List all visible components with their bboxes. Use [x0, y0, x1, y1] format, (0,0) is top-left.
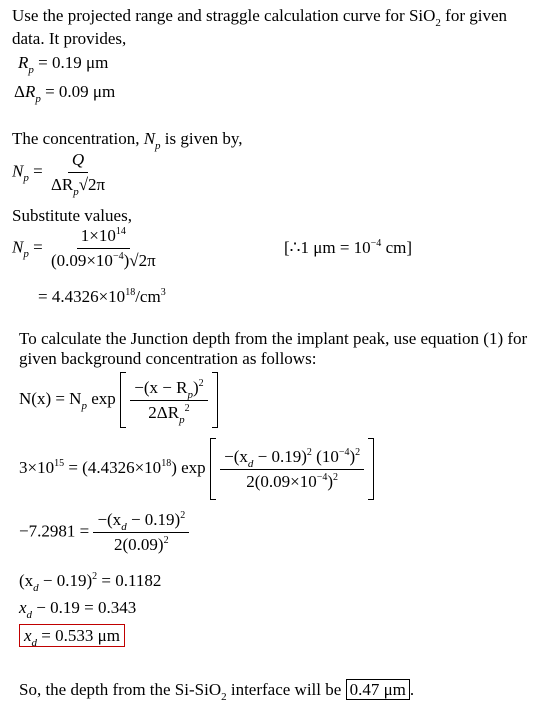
rp-symbol: R — [18, 53, 29, 72]
drp-value: = 0.09 μm — [45, 82, 116, 101]
formula-sub-numerator: $1\times 10^{14}$ — [77, 226, 130, 249]
formula-np: $N_p$ = $\frac{Q}{\Delta R_p√2\pi}$ — [12, 150, 109, 195]
drp-subscript: p — [35, 93, 41, 105]
equation-nx: $N(x) = N_p$ exp $\frac{-(x - R_p)^2}{2\Delta R_p^2}$ — [19, 372, 218, 428]
junction-line-1: To calculate the Junction depth from the implant peak, use equation (1) for — [19, 329, 528, 348]
conc-symbol: N — [143, 129, 156, 148]
junction-line-2: given background concentration as follows: — [19, 349, 317, 368]
formula-np-fraction — [47, 150, 109, 198]
equation-nx-fraction: $\frac{-(x - R_p)^2}{2\Delta R_p^2}$ — [130, 378, 207, 423]
intro-line-1 — [12, 6, 508, 29]
intro-text: Use the projected range and straggle calculation curve for SiO — [12, 6, 436, 25]
drp-symbol: ΔR — [14, 82, 36, 101]
equation-log-fraction: $\frac{-(x_d - 0.19)^2}{2(0.09)^2}$ — [93, 510, 189, 555]
substitute-label: Substitute values, — [12, 206, 132, 225]
conc-text-b: is given by, — [160, 129, 243, 148]
conc-text-a: The concentration, — [12, 129, 144, 148]
unit-note: [∴1 $\mu m = 10^{-4}$ cm] — [284, 238, 413, 257]
equation-linear: $x_d - 0.19 = 0.343$ — [19, 598, 137, 621]
equation-square: $(x_d - 0.19)^2 = 0.1182$ — [19, 571, 162, 594]
formula-substituted: $N_p$ = $\frac{1\times 10^{14}}{(0.09\times 10^{-4})√2\pi}$ — [12, 226, 160, 271]
conclusion-line: So, the depth from the Si-SiO$_2$ interface will be 0.47 μm . — [19, 680, 415, 703]
equation-log: −7.2981 = $\frac{-(x_d - 0.19)^2}{2(0.09)^2}$ — [19, 510, 189, 555]
equation-substituted: $3\times 10^{15} = (4.4326\times 10^{18})$ exp $\frac{-(x_d - 0.19)^2 (10^{-4})^2}{2(0.09\times 10^{-4})^2}$ — [19, 438, 374, 500]
rp-value: = 0.19 μm — [38, 53, 109, 72]
drp-equation — [14, 82, 116, 105]
intro-subscript: 2 — [435, 17, 441, 29]
rp-equation — [18, 53, 109, 76]
formula-np-denominator: $\Delta R_p√2\pi$ — [50, 175, 106, 198]
intro-line-2: data. It provides, — [12, 29, 127, 48]
formula-sub-denominator: $(0.09\times 10^{-4})√2\pi$ — [50, 251, 156, 270]
result-np: = $4.4326\times 10^{18}/cm^3$ — [38, 287, 166, 306]
rp-subscript: p — [28, 64, 34, 76]
formula-np-numerator: Q — [68, 150, 88, 173]
intro-text-end: for given — [440, 6, 508, 25]
conclusion-answer-box: 0.47 μm — [346, 679, 410, 700]
conc-subscript: p — [155, 140, 161, 152]
formula-sub-fraction — [47, 226, 160, 271]
final-answer-box: $x_d = 0.533$ μm — [19, 624, 125, 647]
concentration-line — [12, 129, 243, 152]
equation-sub-fraction: $\frac{-(x_d - 0.19)^2 (10^{-4})^2}{2(0.09\times 10^{-4})^2}$ — [220, 447, 364, 492]
equation-final — [19, 626, 125, 649]
